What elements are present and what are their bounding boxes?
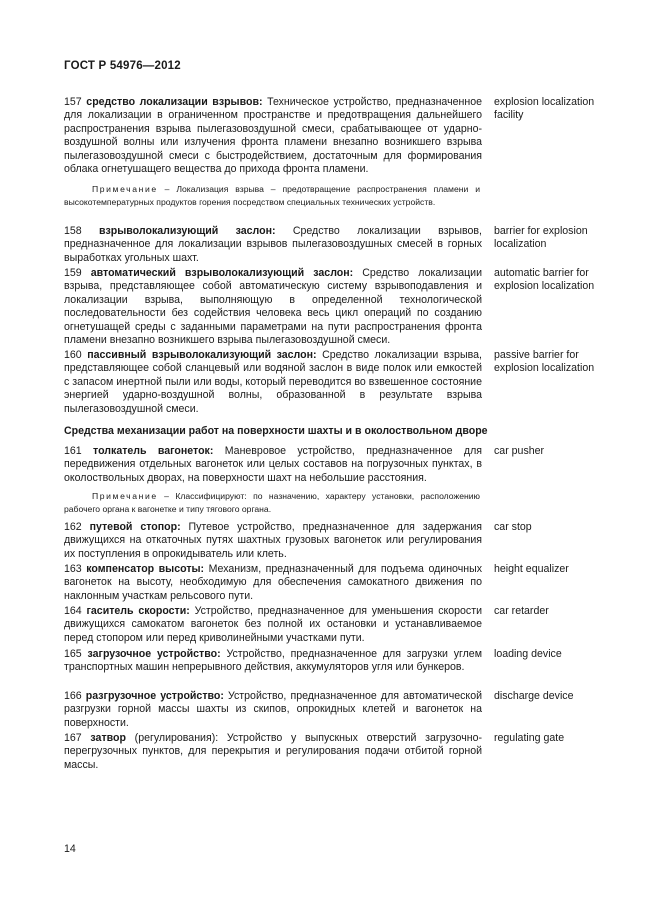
term-definition: Техническое устройство, предназначенное для локализации в ограниченном пространстве и предотвращения дальнейшего распространения взрыва пылегазовоздушной смеси, срабатывающее от ударно-воздушной волны или излучения фронта пламени внезапно возникшего взрыва пылегазовоздушной смеси с быстродействием, достаточным для формирования облака огнетушащего вещества до прихода фронта пламени. bbox=[64, 96, 482, 176]
term-title: компенсатор высоты: bbox=[86, 563, 205, 575]
term-definition: Средство локализации взрыва, представляющее собой автоматическую систему взрывоподавления и локализации взрыва, выполняющую в определенной технологической последовательности без содействия человека весь цикл операций по созданию огнетушащей среды с заданными параметрами на пути распространения фронта пламени внезапно возникшего взрыва пылегазовоздушной смеси. bbox=[64, 267, 482, 347]
term-title: взрыволокализующий заслон: bbox=[99, 225, 276, 237]
note-text: – Классифицируют: по назначению, характеру установки, расположению рабочего органа к вагонетке и типу тягового органа. bbox=[64, 491, 480, 514]
term-entry-158 bbox=[64, 225, 482, 265]
term-entry-161 bbox=[64, 445, 482, 485]
term-english-162: car stop bbox=[494, 521, 532, 533]
note-block bbox=[64, 183, 480, 208]
term-title: толкатель вагонеток: bbox=[93, 445, 214, 457]
term-number: 158 bbox=[64, 225, 82, 237]
term-entry-159 bbox=[64, 267, 482, 347]
term-title: средство локализации взрывов: bbox=[86, 96, 263, 108]
term-english-164: car retarder bbox=[494, 605, 549, 617]
term-number: 157 bbox=[64, 96, 82, 108]
term-entry-163 bbox=[64, 563, 482, 603]
term-definition: (регулирования): Устройство у выпускных отверстий загрузочно-перегрузочных пунктов, для перекрытия и регулирования подачи отбитой горной массы. bbox=[64, 732, 482, 771]
term-entry-166 bbox=[64, 690, 482, 730]
term-title: путевой стопор: bbox=[89, 521, 181, 533]
term-english-161: car pusher bbox=[494, 445, 545, 457]
page-number: 14 bbox=[64, 843, 76, 855]
term-definition: Устройство, предназначенное для загрузки углем транспортных машин непрерывного действия, аккумуляторов угля или бункеров. bbox=[64, 648, 482, 674]
term-title: затвор bbox=[90, 732, 126, 744]
term-english-167: regulating gate bbox=[494, 732, 565, 744]
term-english-163: height equalizer bbox=[494, 563, 569, 575]
term-english-166: discharge device bbox=[494, 690, 574, 702]
term-definition: Устройство, предназначенное для уменьшения скорости движущихся самокатом вагонеток без полной их остановки и устанавливаемое перед стопором или перед криволинейными участками пути. bbox=[64, 605, 482, 644]
term-number: 166 bbox=[64, 690, 82, 702]
term-english-158: barrier for explosion localization bbox=[494, 225, 588, 251]
term-english-157: explosion localization facility bbox=[494, 96, 595, 122]
term-number: 165 bbox=[64, 648, 82, 660]
term-entry-165 bbox=[64, 648, 482, 675]
term-entry-162 bbox=[64, 521, 482, 561]
term-definition: Средство локализации взрывов, предназначенное для локализации взрывов пылегазовоздушных смесей в горных выработках угольных шахт. bbox=[64, 225, 482, 264]
term-title: разгрузочное устройство: bbox=[85, 690, 224, 702]
term-definition: Маневровое устройство, предназначенное для передвижения отдельных вагонеток или целых составов на погрузочных пунктах, в околоствольных дворах, на поверхности шахт на небольшие расстояния. bbox=[64, 445, 483, 484]
note-label: Примечание bbox=[92, 184, 158, 194]
term-number: 161 bbox=[64, 445, 82, 457]
term-definition: Механизм, предназначенный для подъема одиночных вагонеток на высоту, необходимую для обеспечения самокатного движения по наклонным участкам рельсового пути. bbox=[64, 563, 482, 602]
term-title: пассивный взрыволокализующий заслон: bbox=[87, 349, 317, 361]
note-label: Примечание bbox=[92, 491, 158, 501]
note-text: – Локализация взрыва – предотвращение распространения пламени и высокотемпературных продуктов горения посредством специальных технических устройств. bbox=[64, 184, 480, 207]
term-number: 162 bbox=[64, 521, 82, 533]
term-number: 164 bbox=[64, 605, 82, 617]
term-entry-157 bbox=[64, 96, 482, 176]
term-definition: Устройство, предназначенное для автоматической разгрузки горной массы шахты из скипов, опрокидных клетей и вагонеток на поверхности. bbox=[64, 690, 482, 729]
term-title: автоматический взрыволокализующий заслон: bbox=[90, 267, 354, 279]
term-number: 167 bbox=[64, 732, 82, 744]
term-number: 163 bbox=[64, 563, 82, 575]
term-english-159: automatic barrier for explosion localization bbox=[494, 267, 595, 293]
note-block bbox=[64, 490, 480, 515]
term-english-165: loading device bbox=[494, 648, 562, 660]
term-definition: Средство локализации взрыва, представляющее собой сланцевый или водяной заслон в виде полок или емкостей с запасом инертной пыли или воды, который переводится во взвешенное состояние энергией ударно-воздушной волны, образованной в результате взрыва пылегазовоздушной смеси. bbox=[64, 349, 483, 415]
term-english-160: passive barrier for explosion localization bbox=[494, 349, 595, 375]
section-title: Средства механизации работ на поверхности шахты и в околоствольном дворе bbox=[64, 425, 488, 437]
term-entry-164 bbox=[64, 605, 482, 645]
term-number: 159 bbox=[64, 267, 82, 279]
document-header: ГОСТ Р 54976—2012 bbox=[64, 60, 181, 72]
term-title: гаситель скорости: bbox=[86, 605, 190, 617]
term-entry-167 bbox=[64, 732, 482, 772]
term-title: загрузочное устройство: bbox=[87, 648, 221, 660]
term-entry-160 bbox=[64, 349, 482, 416]
term-definition: Путевое устройство, предназначенное для задержания движущихся на откаточных путях шахтных грузовых вагонеток или регулирования их поступления в опрокидыватель или клеть. bbox=[64, 521, 482, 560]
term-number: 160 bbox=[64, 349, 82, 361]
